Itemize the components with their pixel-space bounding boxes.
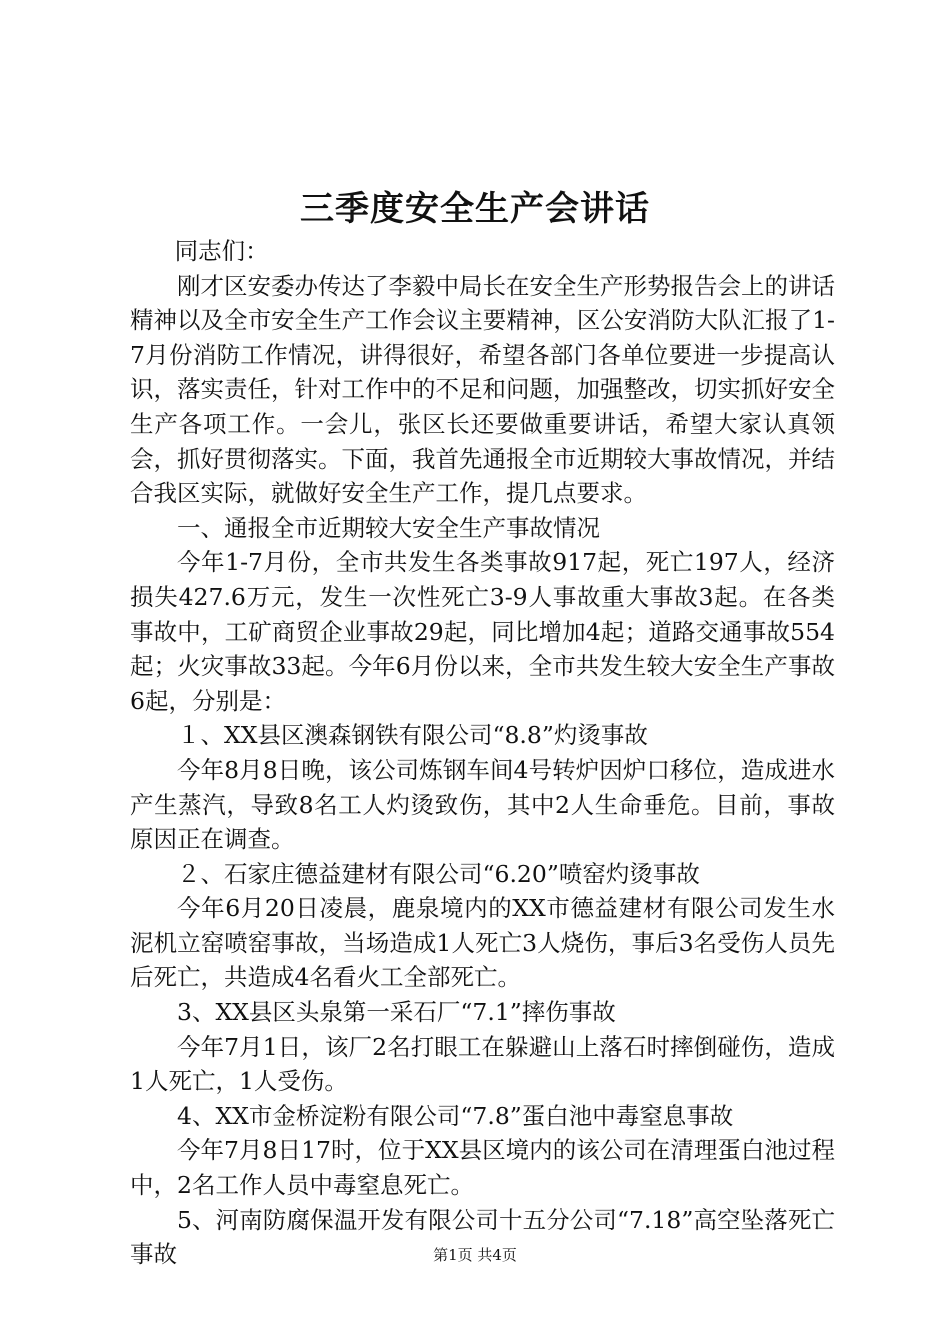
incident-heading-5: 5、河南防腐保温开发有限公司十五分公司“7.18”高空坠落死亡事故: [130, 1205, 835, 1269]
page-number-footer: 第1页 共4页: [433, 1246, 517, 1264]
section-heading-1: 一、通报全市近期较大安全生产事故情况: [177, 513, 600, 542]
incident-detail-3: 今年7月1日，该厂2名打眼工在躲避山上落石时摔倒碰伤，造成1人死亡，1人受伤。: [130, 1032, 835, 1096]
incident-heading-1: １、XX县区澳森钢铁有限公司“8.8”灼烫事故: [177, 721, 648, 750]
incident-heading-2: ２、石家庄德益建材有限公司“6.20”喷窑灼烫事故: [177, 859, 700, 888]
document-title: 三季度安全生产会讲话: [300, 189, 650, 229]
document-body: [130, 234, 835, 1272]
incident-detail-2: 今年6月20日凌晨，鹿泉境内的XX市德益建材有限公司发生水泥机立窑喷窑事故，当场造成1人死亡3人烧伤，事后3名受伤人员先后死亡，共造成4名看火工全部死亡。: [130, 894, 835, 992]
incident-heading-4: 4、XX市金桥淀粉有限公司“7.8”蛋白池中毒窒息事故: [177, 1101, 734, 1130]
paragraph-statistics: 今年1-7月份，全市共发生各类事故917起，死亡197人，经济损失427.6万元，发生一次性死亡3-9人事故重大事故3起。在各类事故中，工矿商贸企业事故29起，同比增加4起；道路交通事故554起；火灾事故33起。今年6月份以来，全市共发生较大安全生产事故6起，分别是：: [130, 548, 835, 715]
incident-detail-4: 今年7月8日17时，位于XX县区境内的该公司在清理蛋白池过程中，2名工作人员中毒窒息死亡。: [130, 1136, 835, 1200]
paragraph-intro: 刚才区安委办传达了李毅中局长在安全生产形势报告会上的讲话精神以及全市安全生产工作会议主要精神，区公安消防大队汇报了1-7月份消防工作情况，讲得很好，希望各部门各单位要进一步提高认识，落实责任，针对工作中的不足和问题，加强整改，切实抓好安全生产各项工作。一会儿，张区长还要做重要讲话，希望大家认真领会，抓好贯彻落实。下面，我首先通报全市近期较大事故情况，并结合我区实际，就做好安全生产工作，提几点要求。: [130, 271, 835, 508]
greeting: 同志们：: [174, 237, 269, 265]
incident-detail-1: 今年8月8日晚，该公司炼钢车间4号转炉因炉口移位，造成进水产生蒸汽，导致8名工人灼烫致伤，其中2人生命垂危。目前，事故原因正在调查。: [130, 755, 835, 854]
incident-heading-3: 3、XX县区头泉第一采石厂“7.1”摔伤事故: [177, 998, 616, 1027]
